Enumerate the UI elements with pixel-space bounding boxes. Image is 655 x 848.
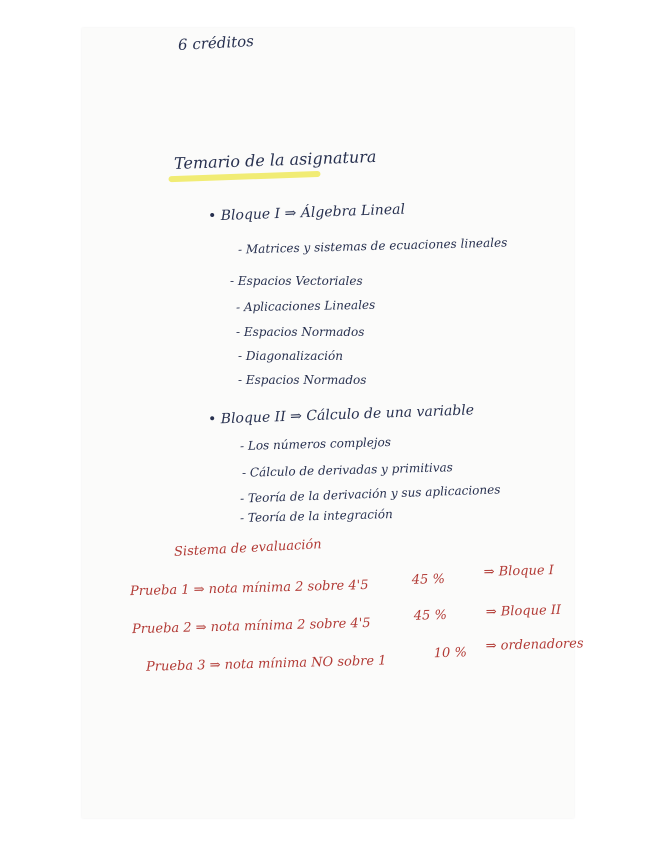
block-1-item: - Aplicaciones Lineales [235,297,376,315]
block-1-item: - Espacios Normados [238,373,367,387]
evaluation-title: Sistema de evaluación [173,537,323,560]
block-heading-1: • Bloque I ⇒ Álgebra Lineal [207,201,406,225]
evaluation-percent: 45 % [413,607,448,624]
block-2-item: - Los números complejos [239,435,392,453]
block-2-item: - Cálculo de derivadas y primitivas [241,460,454,480]
title-highlight [168,171,320,182]
evaluation-percent: 45 % [411,571,446,588]
block-heading-2: • Bloque II ⇒ Cálculo de una variable [207,402,475,428]
evaluation-target: ⇒ Bloque I [483,563,555,580]
block-1-item: - Espacios Normados [236,325,365,339]
evaluation-row-1 [82,563,574,607]
evaluation-target: ⇒ ordenadores [485,636,584,654]
block-1-item: - Matrices y sistemas de ecuaciones lineales [237,235,508,257]
evaluation-row-3 [82,636,584,681]
block-2-item: - Teoría de la integración [239,507,393,525]
credits-note: 6 créditos [177,32,255,54]
block-1-item: - Espacios Vectoriales [230,274,363,288]
evaluation-test: Prueba 1 ⇒ nota mínima 2 sobre 4'5 [129,577,369,600]
notebook-page [82,28,584,818]
block-2-item: - Teoría de la derivación y sus aplicaciones [239,482,501,506]
title-group [174,147,377,173]
page-title: Temario de la asignatura [173,146,377,173]
block-1-item: - Diagonalización [238,349,343,363]
evaluation-test: Prueba 2 ⇒ nota mínima 2 sobre 4'5 [131,615,371,638]
evaluation-row-2 [82,602,574,643]
evaluation-test: Prueba 3 ⇒ nota mínima NO sobre 1 [145,653,387,675]
evaluation-percent: 10 % [433,645,468,662]
evaluation-target: ⇒ Bloque II [485,602,562,620]
